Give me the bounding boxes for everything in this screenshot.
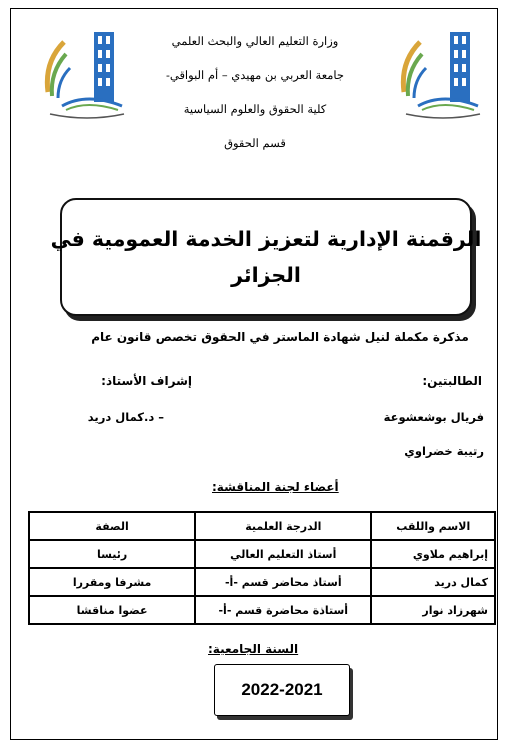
member-degree: أستاذة محاضرة قسم -أ- bbox=[195, 596, 371, 624]
university-logo-right bbox=[398, 22, 488, 122]
students-label: الطالبتين: bbox=[422, 374, 482, 388]
supervisor-label: إشراف الأستاذ: bbox=[101, 374, 192, 388]
member-role: مشرفا ومقررا bbox=[29, 568, 195, 596]
department-name: قسم الحقوق bbox=[224, 136, 286, 150]
member-name: إبراهيم ملاوي bbox=[371, 540, 495, 568]
faculty-name: كلية الحقوق والعلوم السياسية bbox=[183, 102, 327, 116]
member-degree: أستاذ التعليم العالي bbox=[195, 540, 371, 568]
academic-year-value: 2022-2021 bbox=[214, 664, 350, 716]
student-name-1: فريال بوشعشوعة bbox=[383, 410, 484, 424]
title-box bbox=[50, 198, 482, 318]
member-degree: أستاذ محاضر قسم -أ- bbox=[195, 568, 371, 596]
title-box-inner bbox=[50, 198, 482, 316]
committee-title: أعضاء لجنة المناقشة: bbox=[212, 480, 339, 494]
member-name: شهرزاد نوار bbox=[371, 596, 495, 624]
supervisor-name: – د.كمال دريد bbox=[87, 410, 164, 424]
academic-year-label: السنة الجامعية: bbox=[208, 642, 299, 656]
header-degree: الدرجة العلمية bbox=[195, 512, 371, 540]
academic-year-box bbox=[214, 664, 350, 718]
table-header-row bbox=[29, 512, 495, 540]
university-logo-left bbox=[42, 22, 132, 122]
header-name: الاسم واللقب bbox=[371, 512, 495, 540]
table-row bbox=[29, 568, 495, 596]
table-row bbox=[29, 540, 495, 568]
member-name: كمال دريد bbox=[371, 568, 495, 596]
member-role: رئيسا bbox=[29, 540, 195, 568]
header-role: الصفة bbox=[29, 512, 195, 540]
student-name-2: رتيبة خضراوي bbox=[404, 444, 484, 458]
table-row bbox=[29, 596, 495, 624]
member-role: عضوا مناقشا bbox=[29, 596, 195, 624]
thesis-subtitle: مذكرة مكملة لنيل شهادة الماستر في الحقوق تخصص قانون عام bbox=[91, 330, 469, 344]
thesis-title-line-1: الرقمنة الإدارية لتعزيز الخدمة العمومية في bbox=[50, 227, 482, 251]
thesis-title-line-2: الجزائر bbox=[231, 263, 301, 287]
university-name: جامعة العربي بن مهيدي – أم البواقي- bbox=[165, 68, 345, 82]
ministry-name: وزارة التعليم العالي والبحث العلمي bbox=[171, 34, 339, 48]
committee-table bbox=[28, 511, 496, 625]
